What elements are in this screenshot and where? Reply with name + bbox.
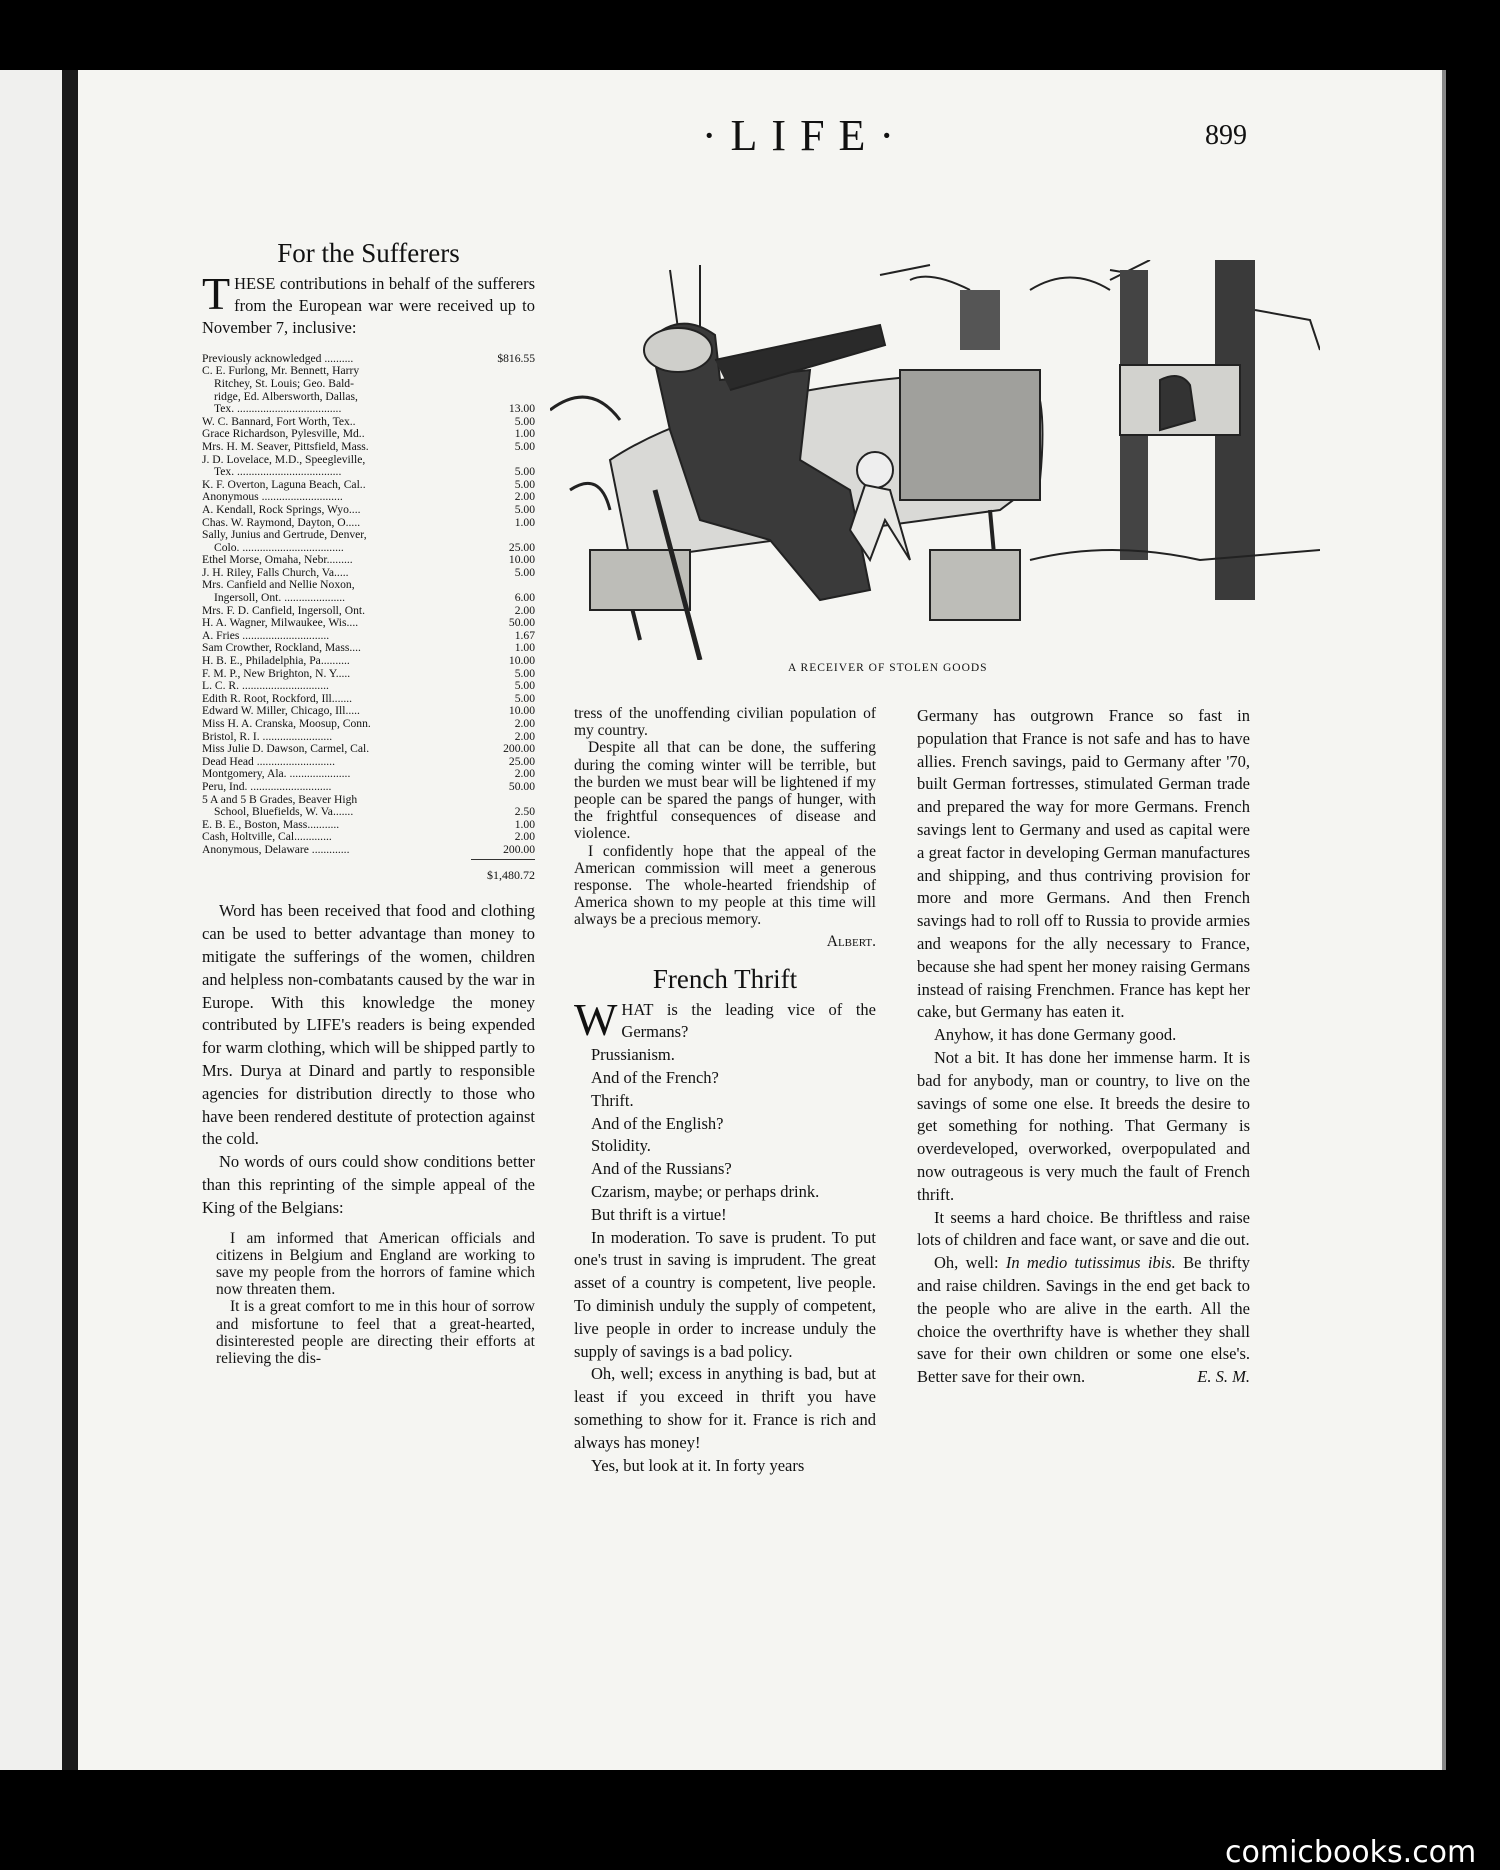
- contributor-name: Miss H. A. Cranska, Moosup, Conn.: [202, 718, 371, 731]
- letter-paragraph: Despite all that can be done, the suffering during the coming winter will be terrible, but the burden we must bear will be lightened if my people can be spared the pangs of hunger, with the frightful consequences of disease and violence.: [574, 739, 876, 843]
- contributor-name: Ethel Morse, Omaha, Nebr.........: [202, 554, 353, 567]
- contribution-row: [202, 743, 535, 756]
- letter-paragraph: tress of the unoffending civilian population of my country.: [574, 705, 876, 740]
- king-letter: [216, 1230, 535, 1368]
- contributor-name: Anonymous, Delaware .............: [202, 843, 350, 856]
- contribution-amount: $816.55: [497, 351, 535, 365]
- contributor-name: Grace Richardson, Pylesville, Md..: [202, 428, 365, 441]
- contribution-amount: 1.00: [514, 817, 535, 831]
- contributor-name: Previously acknowledged ..........: [202, 352, 354, 365]
- contribution-amount: 50.00: [508, 779, 535, 793]
- contributor-name: Sam Crowther, Rockland, Mass....: [202, 642, 361, 655]
- letter-signature: Albert.: [826, 932, 876, 950]
- page-gutter: [62, 70, 78, 1770]
- contribution-row: [202, 819, 535, 832]
- contribution-row: [202, 517, 535, 530]
- contributor-name: F. M. P., New Brighton, N. Y.....: [202, 667, 351, 680]
- contributor-name: Ingersoll, Ont. .....................: [214, 592, 346, 605]
- page-number: 899: [1205, 120, 1247, 151]
- facing-page-edge: [0, 70, 62, 1770]
- contribution-amount: 2.00: [514, 767, 535, 781]
- contribution-amount: 1.00: [514, 515, 535, 529]
- contribution-row: [202, 391, 535, 404]
- contribution-row: [202, 554, 535, 567]
- contribution-amount: 10.00: [508, 704, 535, 718]
- contribution-amount: 2.00: [514, 603, 535, 617]
- contributor-name: Mrs. F. D. Canfield, Ingersoll, Ont.: [202, 604, 365, 617]
- masthead: ·LIFE·: [701, 111, 909, 160]
- contribution-amount: 200.00: [503, 742, 535, 756]
- contribution-row: [202, 617, 535, 630]
- dialogue-line: But thrift is a virtue!: [591, 1204, 727, 1224]
- contribution-row: [202, 756, 535, 769]
- contribution-amount: 5.00: [514, 439, 535, 453]
- contributor-name: Tex. ....................................: [214, 403, 342, 416]
- letter-paragraph: I confidently hope that the appeal of the American commission will meet a generous response. The whole-hearted friendship of America shown to my people at this time will always be a precious memory.: [574, 842, 876, 929]
- contribution-row: [202, 642, 535, 655]
- contributor-name: Sally, Junius and Gertrude, Denver,: [202, 529, 367, 542]
- contribution-row: [202, 542, 535, 555]
- contributor-name: Edith R. Root, Rockford, Ill.......: [202, 692, 353, 705]
- contribution-amount: 10.00: [508, 654, 535, 668]
- contribution-amount: 5.00: [514, 465, 535, 479]
- thrift-paragraph: Oh, well: In medio tutissimus ibis. Be thrifty and raise children. Savings in the end get back to the people who are alive in the earth. All the choice the overthrifty have is whether they shall save for their own children or some one else's. Better save for their own. E. S. M.: [917, 1252, 1250, 1389]
- contribution-amount: 10.00: [508, 553, 535, 567]
- contribution-amount: 50.00: [508, 616, 535, 630]
- contribution-amount: 25.00: [508, 754, 535, 768]
- contribution-amount: 6.00: [514, 591, 535, 605]
- watermark: comicbooks.com: [1225, 1835, 1477, 1870]
- contribution-amount: 25.00: [508, 540, 535, 554]
- contributor-name: H. B. E., Philadelphia, Pa..........: [202, 655, 350, 668]
- contributor-name: A. Fries ..............................: [202, 629, 330, 642]
- dialogue-line: Prussianism.: [591, 1045, 675, 1065]
- contribution-row: [202, 768, 535, 781]
- thrift-paragraph: Oh, well; excess in anything is bad, but at least if you exceed in thrift you have something to show for it. France is rich and always has money!: [574, 1364, 876, 1452]
- drop-cap: W: [574, 993, 618, 1045]
- contribution-row: [202, 844, 535, 857]
- contribution-row: [202, 441, 535, 454]
- contribution-row: [202, 693, 535, 706]
- contributor-name: Bristol, R. I. ........................: [202, 730, 333, 743]
- letter-paragraph: It is a great comfort to me in this hour of sorrow and misfortune to feel that a great-hearted, disinterested people are directing their efforts at relieving the dis-: [216, 1298, 535, 1367]
- contributor-name: Edward W. Miller, Chicago, Ill.....: [202, 705, 360, 718]
- contribution-row: [202, 567, 535, 580]
- contribution-amount: [473, 365, 535, 378]
- contributor-name: Peru, Ind. ............................: [202, 780, 332, 793]
- contribution-row: [202, 831, 535, 844]
- contribution-amount: 5.00: [514, 691, 535, 705]
- contribution-amount: 5.00: [514, 565, 535, 579]
- sufferers-intro: THESE contributions in behalf of the sufferers from the European war were received up to November 7, inclusive:: [202, 267, 535, 337]
- contribution-row: [202, 466, 535, 479]
- contributor-name: Mrs. Canfield and Nellie Noxon,: [202, 579, 355, 592]
- contributor-name: H. A. Wagner, Milwaukee, Wis....: [202, 617, 359, 630]
- dialogue-line: And of the Russians?: [591, 1159, 732, 1179]
- contribution-amount: 1.00: [514, 641, 535, 655]
- contributions-total: $1,480.72: [487, 867, 535, 882]
- letter-paragraph: I am informed that American officials and citizens in Belgium and England are working to save my people from the horrors of famine which now threaten them.: [216, 1229, 535, 1299]
- contribution-row: [202, 592, 535, 605]
- contribution-amount: 2.00: [514, 490, 535, 504]
- thrift-question: WHAT is the leading vice of the Germans?: [574, 993, 876, 1045]
- contribution-row: [202, 668, 535, 681]
- drop-cap: T: [202, 267, 231, 319]
- contribution-row: [202, 454, 535, 467]
- sufferers-paragraph: No words of ours could show conditions better than this reprinting of the simple appeal of the King of the Belgians:: [202, 1152, 535, 1217]
- latin-phrase: In medio tutissimus ibis.: [1005, 1253, 1176, 1273]
- thrift-paragraph: Yes, but look at it. In forty years: [591, 1455, 805, 1475]
- contribution-row: [202, 416, 535, 429]
- contribution-amount: 5.00: [514, 679, 535, 693]
- author-initials: E. S. M.: [1197, 1367, 1250, 1387]
- dialogue-line: Stolidity.: [591, 1136, 651, 1156]
- thrift-paragraph: In moderation. To save is prudent. To put one's trust in saving is imprudent. The great asset of a country is competent, live people. To diminish unduly the supply of competent, live people in order to increase unduly the supply of savings is a bad policy.: [574, 1227, 876, 1361]
- dialogue-line: And of the English?: [591, 1113, 724, 1133]
- illustration-caption: A RECEIVER OF STOLEN GOODS: [788, 662, 988, 674]
- contribution-row: [202, 365, 535, 378]
- contribution-row: [202, 731, 535, 744]
- section-title-sufferers: For the Sufferers: [277, 238, 460, 268]
- contributor-name: K. F. Overton, Laguna Beach, Cal..: [202, 478, 366, 491]
- contribution-row: [202, 353, 535, 366]
- contributor-name: L. C. R. ..............................: [202, 680, 329, 693]
- contribution-row: [202, 378, 535, 391]
- contribution-row: [202, 605, 535, 618]
- contribution-row: [202, 579, 535, 592]
- column-middle: [574, 705, 876, 1477]
- dialogue-line: Czarism, maybe; or perhaps drink.: [591, 1182, 820, 1202]
- total-rule: [471, 859, 535, 860]
- column-sufferers: [202, 236, 535, 1371]
- sufferers-paragraph: Word has been received that food and clothing can be used to better advantage than money to mitigate the sufferings of the women, children and helpless non-combatants caused by the war in Europe. With this knowledge the money contributed by LIFE's readers is being expended for warm clothing, which will be shipped partly to Mrs. Durya at Dinard and partly to responsible agencies for distribution directly to those who have been rendered destitute of protection against the cold.: [202, 901, 535, 1149]
- contributor-name: J. H. Riley, Falls Church, Va.....: [202, 566, 349, 579]
- contribution-row: [202, 428, 535, 441]
- contribution-row: [202, 479, 535, 492]
- contribution-row: [202, 403, 535, 416]
- contribution-amount: 1.67: [514, 628, 535, 642]
- contribution-row: [202, 794, 535, 807]
- contributor-name: W. C. Bannard, Fort Worth, Tex..: [202, 415, 356, 428]
- contribution-amount: 2.00: [514, 717, 535, 731]
- contribution-amount: 5.00: [514, 477, 535, 491]
- contributions-list: [202, 353, 535, 857]
- contributor-name: Miss Julie D. Dawson, Carmel, Cal.: [202, 743, 370, 756]
- contributor-name: C. E. Furlong, Mr. Bennett, Harry: [202, 365, 360, 378]
- contribution-amount: 2.00: [514, 729, 535, 743]
- contribution-amount: 5.00: [514, 414, 535, 428]
- thrift-paragraph: It seems a hard choice. Be thriftless and raise lots of children and face want, or save and die out.: [917, 1207, 1250, 1250]
- contribution-row: [202, 806, 535, 819]
- contribution-row: [202, 504, 535, 517]
- contribution-amount: 2.00: [514, 830, 535, 844]
- contribution-row: [202, 718, 535, 731]
- contributor-name: A. Kendall, Rock Springs, Wyo....: [202, 503, 361, 516]
- contributor-name: Tex. ....................................: [214, 466, 342, 479]
- section-title-thrift: French Thrift: [652, 963, 798, 994]
- contributor-name: Dead Head ...........................: [202, 755, 335, 768]
- contributor-name: Ritchey, St. Louis; Geo. Bald-: [214, 377, 354, 390]
- column-right: [917, 705, 1250, 1389]
- contribution-amount: 2.50: [514, 805, 535, 819]
- contribution-row: [202, 781, 535, 794]
- contribution-amount: [473, 378, 535, 391]
- contribution-row: [202, 630, 535, 643]
- dialogue-line: And of the French?: [591, 1068, 719, 1088]
- contributor-name: 5 A and 5 B Grades, Beaver High: [202, 793, 358, 806]
- contributor-name: Anonymous ............................: [202, 491, 343, 504]
- thrift-paragraph: Not a bit. It has done her immense harm. It is bad for anybody, man or country, to live on the savings of some one else. It breeds the desire to get something for nothing. That Germany is overdeveloped, overworked, overpopulated and now outrageous is very much the fault of French thrift.: [917, 1047, 1250, 1204]
- contributor-name: Montgomery, Ala. .....................: [202, 768, 351, 781]
- contribution-amount: 13.00: [508, 402, 535, 416]
- contributor-name: J. D. Lovelace, M.D., Speegleville,: [202, 453, 366, 466]
- contribution-amount: 200.00: [503, 842, 535, 856]
- contributor-name: Colo. ...................................: [214, 541, 344, 554]
- cartoon-illustration: [550, 260, 1320, 660]
- contribution-row: [202, 705, 535, 718]
- contributor-name: School, Bluefields, W. Va.......: [214, 806, 354, 819]
- thrift-dialogue: [574, 1044, 876, 1226]
- page-edge: [1442, 70, 1446, 1770]
- contribution-row: [202, 655, 535, 668]
- contribution-row: [202, 529, 535, 542]
- contributor-name: Cash, Holtville, Cal.............: [202, 831, 332, 844]
- contributor-name: E. B. E., Boston, Mass...........: [202, 818, 340, 831]
- contribution-amount: 5.00: [514, 502, 535, 516]
- contribution-row: [202, 680, 535, 693]
- contributor-name: Mrs. H. M. Seaver, Pittsfield, Mass.: [202, 440, 369, 453]
- thrift-paragraph: Anyhow, it has done Germany good.: [934, 1025, 1177, 1045]
- contributor-name: ridge, Ed. Albersworth, Dallas,: [214, 390, 358, 403]
- contributor-name: Chas. W. Raymond, Dayton, O.....: [202, 516, 361, 529]
- king-letter-continued: [574, 705, 876, 950]
- contribution-amount: [473, 529, 535, 542]
- contribution-amount: 1.00: [514, 427, 535, 441]
- thrift-paragraph: Germany has outgrown France so fast in population that France is not safe and has to have allies. French savings, paid to Germany after '70, built German fortresses, stimulated German trade and prepared the way for more Germans. French savings lent to Germany and used as capital were a great factor in developing German manufactures and shipping, and thus contriving provision for more and more Germans. And then French savings had to roll off to Russia to provide armies and weapons for the ally necessary to France, because she had spent her money raising Germans instead of raising Frenchmen. France has kept her cake, but Germany has eaten it.: [917, 706, 1250, 1022]
- contribution-row: [202, 491, 535, 504]
- contribution-amount: 5.00: [514, 666, 535, 680]
- dialogue-line: Thrift.: [591, 1090, 634, 1110]
